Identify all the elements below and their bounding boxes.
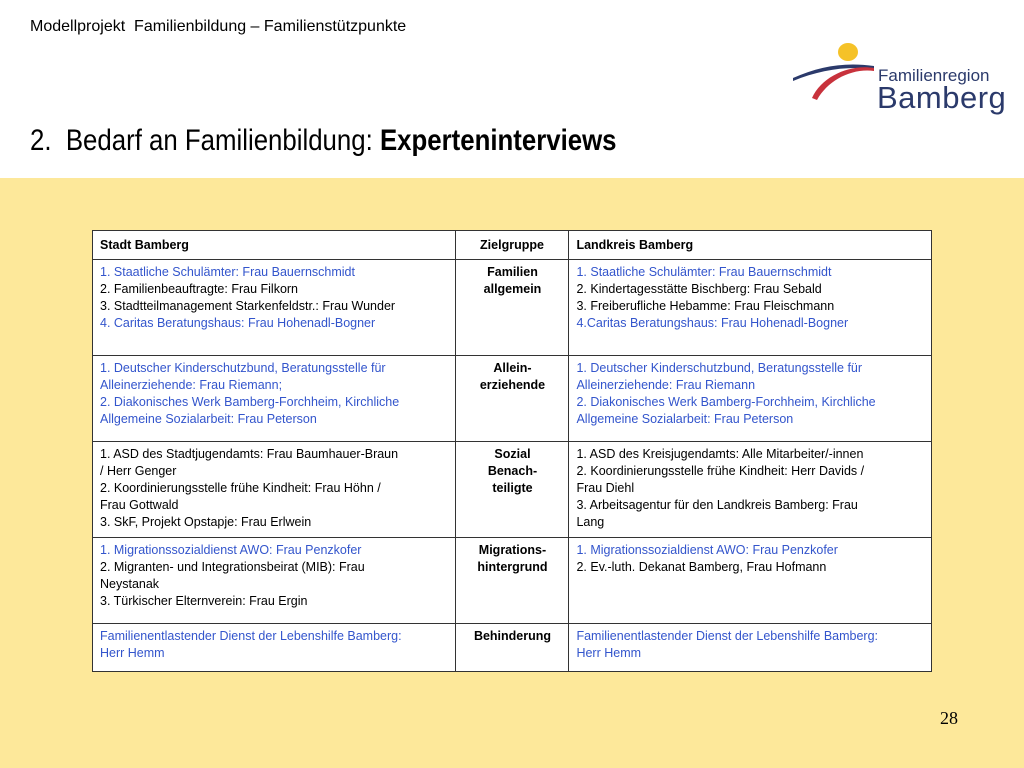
cell-landkreis xyxy=(569,538,932,624)
cell-zielgruppe xyxy=(455,356,569,442)
cell-line: 1. ASD des Stadtjugendamts: Frau Baumhauer-Braun xyxy=(100,447,399,461)
cell-line: 2. Kindertagesstätte Bischberg: Frau Sebald xyxy=(576,282,822,296)
cell-line: 2. Koordinierungsstelle frühe Kindheit: Frau Höhn / xyxy=(100,481,381,495)
zielgruppe-line: Migrations- xyxy=(478,543,547,557)
cell-line: 1. ASD des Kreisjugendamts: Alle Mitarbeiter/-innen xyxy=(576,447,864,461)
logo-text-line1: Familienregion xyxy=(878,66,990,85)
cell-zielgruppe xyxy=(455,442,569,538)
header-stadt: Stadt Bamberg xyxy=(93,231,456,260)
cell-line: Allgemeine Sozialarbeit: Frau Peterson xyxy=(100,412,317,426)
cell-line: Herr Hemm xyxy=(576,646,642,660)
table-row xyxy=(93,624,932,672)
page-title-prefix: 2. Bedarf an Familienbildung: xyxy=(30,124,380,157)
cell-line: Allgemeine Sozialarbeit: Frau Peterson xyxy=(576,412,794,426)
cell-line: 1. Deutscher Kinderschutzbund, Beratungsstelle für xyxy=(576,361,863,375)
cell-stadt xyxy=(93,442,456,538)
page-title-bold: Experteninterviews xyxy=(379,124,617,157)
cell-line: 1. Staatliche Schulämter: Frau Bauernschmidt xyxy=(100,265,355,279)
cell-landkreis xyxy=(569,356,932,442)
cell-landkreis xyxy=(569,442,932,538)
cell-line: 4.Caritas Beratungshaus: Frau Hohenadl-Bogner xyxy=(576,316,849,330)
cell-line: 2. Diakonisches Werk Bamberg-Forchheim, Kirchliche xyxy=(100,395,400,409)
cell-line: Herr Hemm xyxy=(100,646,165,660)
logo-text-line2: Bamberg xyxy=(877,80,1007,115)
cell-line: 1. Deutscher Kinderschutzbund, Beratungsstelle für xyxy=(100,361,386,375)
cell-line: 2. Familienbeauftragte: Frau Filkorn xyxy=(100,282,299,296)
cell-stadt xyxy=(93,356,456,442)
zielgruppe-line: erziehende xyxy=(479,378,546,392)
cell-line: Familienentlastender Dienst der Lebenshilfe Bamberg: xyxy=(576,629,879,643)
header-zielgruppe: Zielgruppe xyxy=(455,231,569,260)
cell-line: 3. Türkischer Elternverein: Frau Ergin xyxy=(100,594,308,608)
zielgruppe-line: allgemein xyxy=(483,282,542,296)
zielgruppe-line: hintergrund xyxy=(477,560,548,574)
cell-line: 3. SkF, Projekt Opstapje: Frau Erlwein xyxy=(100,515,312,529)
cell-line: 3. Arbeitsagentur für den Landkreis Bamberg: Frau xyxy=(576,498,858,512)
page-title xyxy=(30,124,617,158)
cell-stadt xyxy=(93,624,456,672)
header-title: Modellprojekt Familienbildung – Familienstützpunkte xyxy=(30,18,407,35)
cell-line: Frau Gottwald xyxy=(100,498,179,512)
cell-line: Alleinerziehende: Frau Riemann xyxy=(576,378,756,392)
cell-line: 2. Diakonisches Werk Bamberg-Forchheim, Kirchliche xyxy=(576,395,876,409)
cell-zielgruppe xyxy=(455,260,569,356)
cell-line: 3. Freiberufliche Hebamme: Frau Fleischmann xyxy=(576,299,835,313)
zielgruppe-line: Sozial xyxy=(494,447,531,461)
cell-line: 2. Migranten- und Integrationsbeirat (MIB): Frau xyxy=(100,560,365,574)
cell-line: 1. Migrationssozialdienst AWO: Frau Penzkofer xyxy=(576,543,838,557)
table-row xyxy=(93,260,932,356)
cell-line: Neystanak xyxy=(100,577,160,591)
cell-line: 3. Stadtteilmanagement Starkenfeldstr.: Frau Wunder xyxy=(100,299,396,313)
cell-line: / Herr Genger xyxy=(100,464,177,478)
cell-zielgruppe xyxy=(455,538,569,624)
cell-stadt xyxy=(93,538,456,624)
table-header-row xyxy=(93,231,932,260)
cell-zielgruppe xyxy=(455,624,569,672)
header-landkreis: Landkreis Bamberg xyxy=(569,231,932,260)
cell-line: 4. Caritas Beratungshaus: Frau Hohenadl-Bogner xyxy=(100,316,376,330)
cell-landkreis xyxy=(569,624,932,672)
zielgruppe-line: teiligte xyxy=(492,481,533,495)
cell-line: Lang xyxy=(576,515,605,529)
zielgruppe-line: Allein- xyxy=(493,361,532,375)
cell-line: Alleinerziehende: Frau Riemann; xyxy=(100,378,283,392)
cell-stadt xyxy=(93,260,456,356)
table-row xyxy=(93,538,932,624)
cell-line: 1. Migrationssozialdienst AWO: Frau Penzkofer xyxy=(100,543,362,557)
cell-line: Frau Diehl xyxy=(576,481,635,495)
table-row xyxy=(93,356,932,442)
zielgruppe-line: Benach- xyxy=(487,464,538,478)
cell-line: 2. Koordinierungsstelle frühe Kindheit: Herr Davids / xyxy=(576,464,865,478)
logo xyxy=(790,40,1005,120)
page-number: 28 xyxy=(940,708,958,728)
table-row xyxy=(93,442,932,538)
experts-table xyxy=(92,230,932,672)
cell-landkreis xyxy=(569,260,932,356)
cell-line: 1. Staatliche Schulämter: Frau Bauernschmidt xyxy=(576,265,832,279)
zielgruppe-line: Familien xyxy=(487,265,538,279)
cell-line: 2. Ev.-luth. Dekanat Bamberg, Frau Hofmann xyxy=(576,560,827,574)
table-body xyxy=(93,260,932,672)
zielgruppe-line: Behinderung xyxy=(473,629,552,643)
cell-line: Familienentlastender Dienst der Lebenshilfe Bamberg: xyxy=(100,629,402,643)
